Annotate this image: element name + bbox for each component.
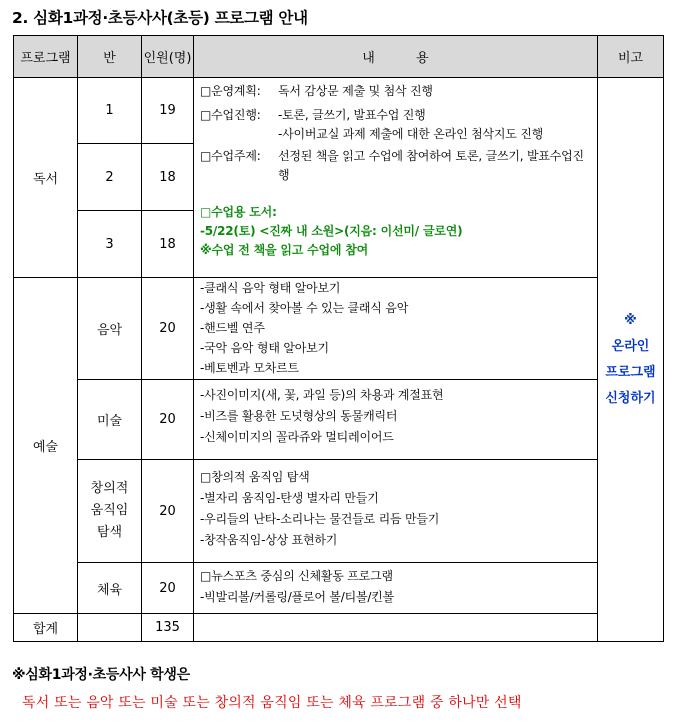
content-line: □창의적 움직임 탐색 <box>200 470 310 484</box>
footer-note: ※심화1과정·초등사사 학생은 <box>12 667 190 683</box>
total-empty <box>78 614 142 642</box>
book-detail: -5/22(토) <진짜 내 소원>(지음: 이선미/ 글로연) <box>200 224 463 238</box>
reading-line: □수업주제: 선정된 책을 읽고 수업에 참여하여 토론, 글쓰기, 발표수업진행 <box>200 149 584 182</box>
header-count: 인원(명) <box>142 36 194 78</box>
movement-content <box>194 460 598 563</box>
content-line: -사진이미지(새, 꽃, 과일 등)의 차용과 계절표현 <box>200 388 444 402</box>
remark-line: 신청하기 <box>605 390 656 406</box>
content-line: -빅발리볼/커롤링/플로어 볼/티볼/킨볼 <box>200 590 394 604</box>
count-cell: 20 <box>142 460 194 563</box>
pe-content <box>194 563 598 614</box>
music-content <box>194 278 598 380</box>
content-line: -창작움직임-상상 표현하기 <box>200 533 338 547</box>
page-title: 2. 심화1과정·초등사사(초등) 프로그램 안내 <box>12 9 308 27</box>
table-row <box>14 380 664 460</box>
reading-line: □운영계획: 독서 감상문 제출 및 첨삭 진행 <box>200 84 433 98</box>
class-cell: 미술 <box>78 380 142 460</box>
content-line: -핸드벨 연주 <box>200 321 265 335</box>
header-row <box>14 36 664 78</box>
content-line: -생활 속에서 찾아볼 수 있는 클래식 음악 <box>200 301 409 315</box>
count-cell: 20 <box>142 380 194 460</box>
count-cell: 20 <box>142 278 194 380</box>
remark-mark: ※ <box>624 312 637 328</box>
class-cell: 체육 <box>78 563 142 614</box>
header-remark: 비고 <box>598 36 664 78</box>
class-cell: 창의적 움직임 탐색 <box>78 460 142 563</box>
total-count: 135 <box>142 614 194 642</box>
class-cell: 음악 <box>78 278 142 380</box>
content-line: -베토벤과 모차르트 <box>200 361 299 375</box>
art-content <box>194 380 598 460</box>
content-line: -신체이미지의 꼴라쥬와 멀티레이어드 <box>200 430 394 444</box>
reading-line: -사이버교실 과제 제출에 대한 온라인 첨삭지도 진행 <box>278 127 544 141</box>
program-arts: 예술 <box>14 278 78 614</box>
total-empty <box>194 614 598 642</box>
remark-line: 프로그램 <box>605 364 656 380</box>
class-cell: 1 <box>78 78 142 144</box>
reading-line: □수업진행: -토론, 글쓰기, 발표수업 진행 <box>200 108 426 122</box>
program-reading: 독서 <box>14 78 78 278</box>
book-title: □수업용 도서: <box>200 205 277 219</box>
total-row <box>14 614 664 642</box>
count-cell: 18 <box>142 144 194 211</box>
program-table <box>13 35 664 642</box>
table-row <box>14 78 664 144</box>
table-row <box>14 563 664 614</box>
class-cell: 2 <box>78 144 142 211</box>
class-cell: 3 <box>78 211 142 278</box>
count-cell: 19 <box>142 78 194 144</box>
header-program: 프로그램 <box>14 36 78 78</box>
table-row <box>14 278 664 380</box>
remark-line: 온라인 <box>611 338 650 354</box>
remark-cell <box>598 78 664 642</box>
count-cell: 18 <box>142 211 194 278</box>
header-class: 반 <box>78 36 142 78</box>
count-cell: 20 <box>142 563 194 614</box>
book-note: ※수업 전 책을 읽고 수업에 참여 <box>200 243 369 257</box>
header-content: 내 용 <box>194 36 598 78</box>
content-line: □뉴스포츠 중심의 신체활동 프로그램 <box>200 569 393 583</box>
total-label: 합계 <box>14 614 78 642</box>
table-row <box>14 460 664 563</box>
footer-detail: 독서 또는 음악 또는 미술 또는 창의적 움직임 또는 체육 프로그램 중 하나만 선택 <box>22 695 522 711</box>
content-line: -클래식 음악 형태 알아보기 <box>200 281 341 295</box>
content-line: -우리들의 난타-소리나는 물건들로 리듬 만들기 <box>200 512 440 526</box>
content-line: -비즈를 활용한 도넛형상의 동물캐릭터 <box>200 409 398 423</box>
content-line: -별자리 움직임-탄생 별자리 만들기 <box>200 491 379 505</box>
reading-content <box>194 78 598 278</box>
content-line: -국악 음악 형태 알아보기 <box>200 341 329 355</box>
